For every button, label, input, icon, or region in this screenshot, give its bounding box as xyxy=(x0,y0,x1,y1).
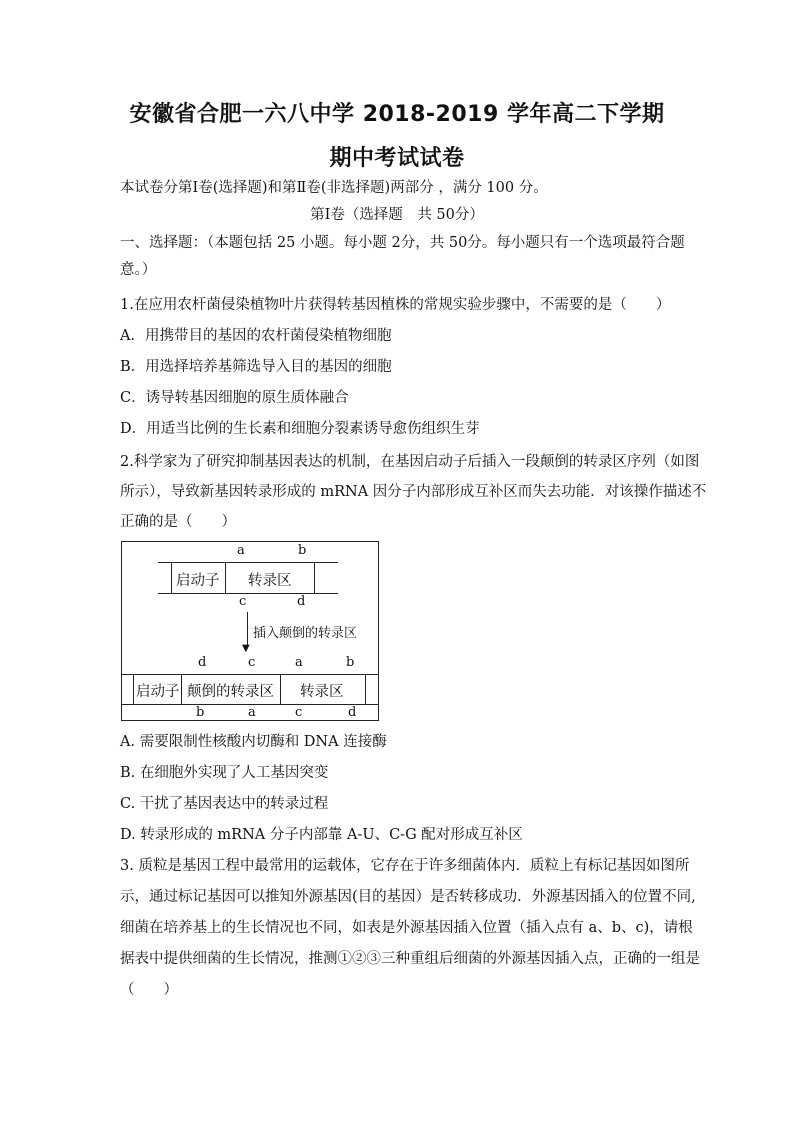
transcription-region-label: 转录区 xyxy=(248,573,292,589)
row2-right-border xyxy=(365,674,366,704)
part1-title: 第Ⅰ卷（选择题 共 50分） xyxy=(310,207,484,223)
label-b-top: b xyxy=(298,543,307,558)
label-b-bottom: b xyxy=(196,705,205,720)
label-a-top: a xyxy=(237,543,245,558)
label-d-row2: d xyxy=(198,655,207,670)
label-d-mid: d xyxy=(297,594,306,609)
question-2-option-a: A. 需要限制性核酸内切酶和 DNA 连接酶 xyxy=(120,734,387,750)
question-2-option-b: B. 在细胞外实现了人工基因突变 xyxy=(120,765,329,781)
question-1-option-b: B．用选择培养基筛选导入目的基因的细胞 xyxy=(120,359,392,375)
inverted-region-label: 颠倒的转录区 xyxy=(187,684,274,700)
question-2-stem-line2: 所示），导致新基因转录形成的 mRNA 因分子内部形成互补区而失去功能．对该操作描述不 xyxy=(120,484,707,500)
page-title: 安徽省合肥一六八中学 2018-2019 学年高二下学期 xyxy=(129,102,665,127)
row1-left-border xyxy=(171,562,172,593)
label-d-bottom: d xyxy=(348,705,357,720)
row2-left-border xyxy=(133,674,134,704)
paper-info: 本试卷分第Ⅰ卷(选择题)和第Ⅱ卷(非选择题)两部分 ，满分 100 分。 xyxy=(120,180,548,196)
question-3-stem-line5: （ ） xyxy=(120,982,178,998)
question-2-stem-line1: 2.科学家为了研究抑制基因表达的机制，在基因启动子后插入一段颠倒的转录区序列（如图 xyxy=(120,454,700,470)
question-3-stem-line2: 示，通过标记基因可以推知外源基因(目的基因）是否转移成功．外源基因插入的位置不同, xyxy=(120,889,696,905)
label-b-row2: b xyxy=(346,655,355,670)
section-instructions-line1: 一、选择题：（本题包括 25 小题。每小题 2分，共 50分。每小题只有一个选项最符合题 xyxy=(120,235,685,251)
row2-top-line xyxy=(122,674,378,675)
transcription-region-label-row2: 转录区 xyxy=(300,684,344,700)
row2-divider-1 xyxy=(181,674,182,704)
label-a-bottom: a xyxy=(248,705,256,720)
row1-divider xyxy=(225,562,226,593)
question-1-stem: 1.在应用农杆菌侵染植物叶片获得转基因植株的常规实验步骤中，不需要的是（ ） xyxy=(120,297,671,313)
label-c-row2: c xyxy=(248,655,256,670)
row1-top-line xyxy=(158,562,338,563)
question-1-option-a: A．用携带目的基因的农杆菌侵染植物细胞 xyxy=(120,328,392,344)
gene-insertion-figure xyxy=(121,541,379,721)
promoter-label: 启动子 xyxy=(176,573,220,589)
row1-bottom-line xyxy=(158,593,338,594)
row2-divider-2 xyxy=(280,674,281,704)
row1-right-border xyxy=(314,562,315,593)
label-a-row2: a xyxy=(295,655,303,670)
insert-arrow-label: 插入颠倒的转录区 xyxy=(253,626,358,641)
question-3-stem-line4: 据表中提供细菌的生长情况，推测①②③三种重组后细菌的外源基因插入点，正确的一组是 xyxy=(120,951,700,967)
page-subtitle: 期中考试试卷 xyxy=(329,146,465,171)
label-c-bottom: c xyxy=(295,705,303,720)
promoter-label-row2: 启动子 xyxy=(136,684,180,700)
question-2-option-c: C. 干扰了基因表达中的转录过程 xyxy=(120,796,329,812)
question-2-stem-line3: 正确的是（ ） xyxy=(120,514,236,530)
question-2-option-d: D. 转录形成的 mRNA 分子内部靠 A-U、C-G 配对形成互补区 xyxy=(120,827,523,843)
question-1-option-c: C．诱导转基因细胞的原生质体融合 xyxy=(120,390,349,406)
section-instructions-line2: 意。） xyxy=(120,262,157,278)
question-1-option-d: D．用适当比例的生长素和细胞分裂素诱导愈伤组织生芽 xyxy=(120,421,480,437)
insert-arrow-head: ▼ xyxy=(242,643,250,654)
question-3-stem-line3: 细菌在培养基上的生长情况也不同，如表是外源基因插入位置（插入点有 a、b、c)，请根 xyxy=(120,920,693,936)
question-3-stem-line1: 3. 质粒是基因工程中最常用的运载体，它存在于许多细菌体内．质粒上有标记基因如图所 xyxy=(120,858,690,874)
label-c-mid: c xyxy=(239,594,247,609)
